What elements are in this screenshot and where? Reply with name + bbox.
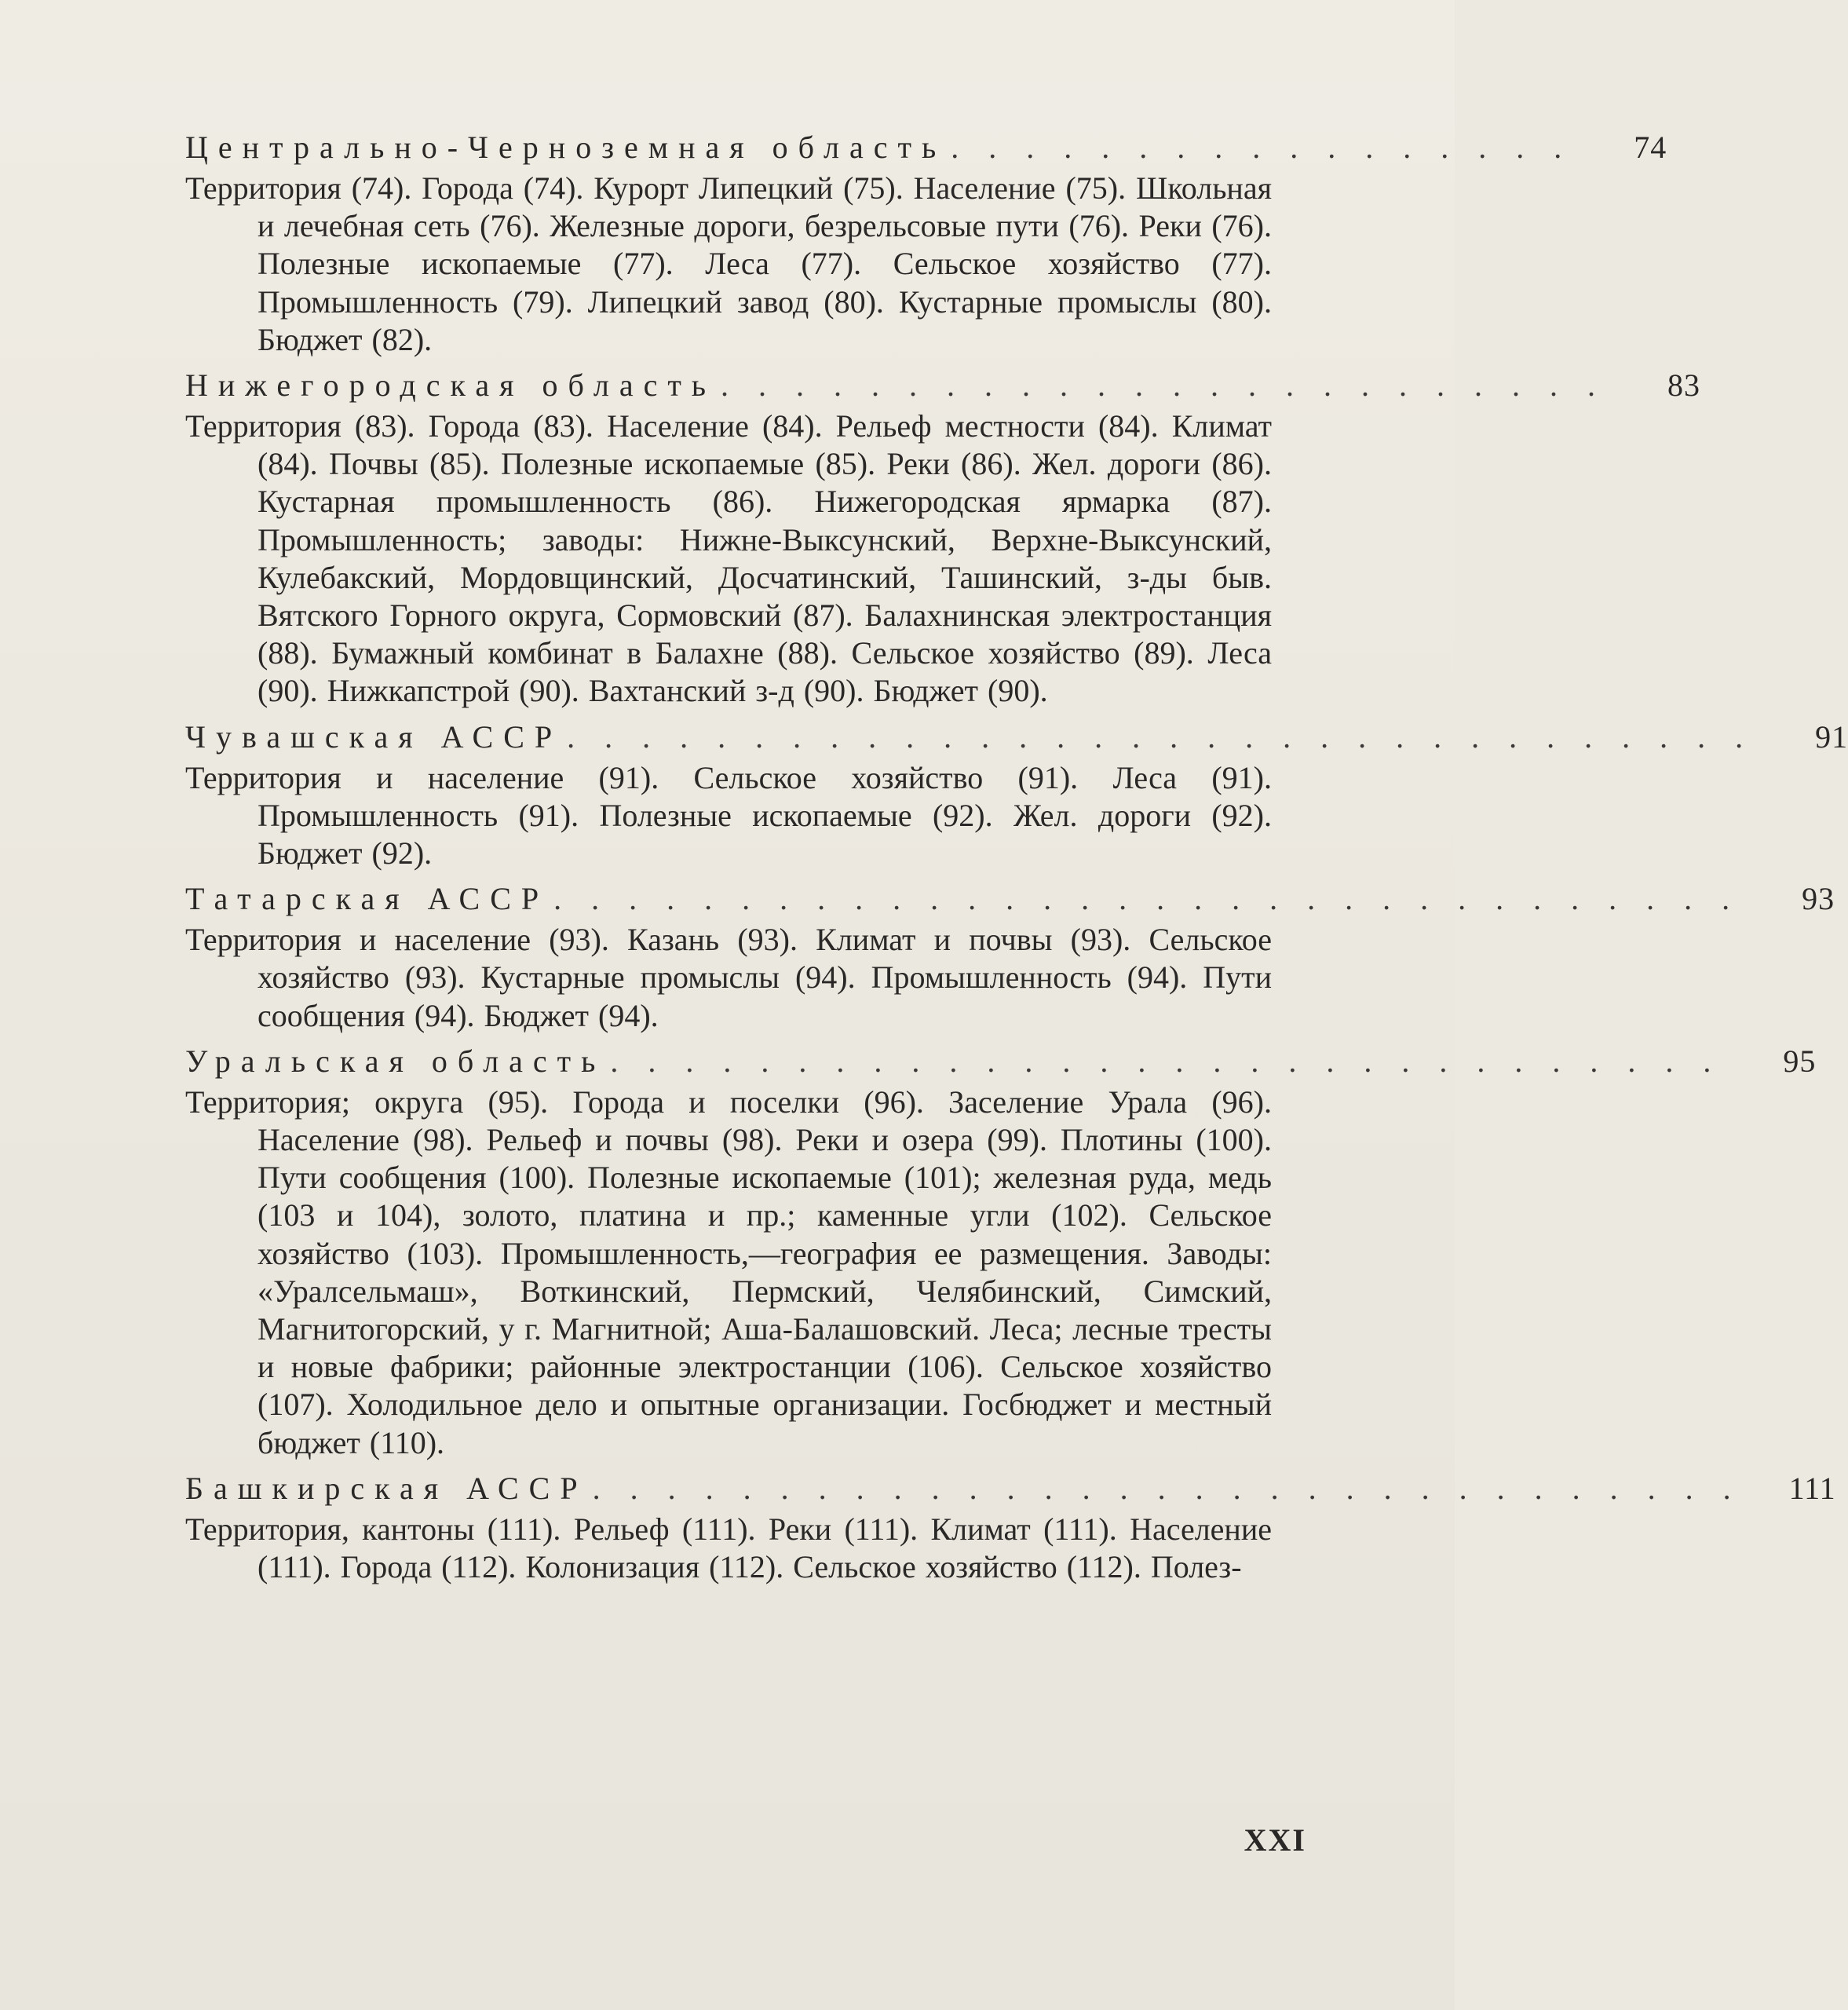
section-contents: Территория и население (93). Казань (93). Климат и почвы (93). Сельское хозяйство (93). Кустарные промыслы (94). Промышленность (94). Пути сообщения (94). Бюджет (94). bbox=[185, 922, 1272, 1033]
dot-leader: . . . . . . . . . . . . . . . . . . . . . . . . . . . . . . . bbox=[592, 1470, 1742, 1506]
section-title: Центрально-Черноземная область bbox=[185, 130, 947, 165]
toc-heading-chuvash bbox=[185, 715, 1848, 759]
table-of-contents bbox=[185, 126, 1848, 1591]
toc-heading-central-chernozem bbox=[185, 126, 1667, 170]
section-page-number: 91 bbox=[1815, 718, 1848, 755]
section-title: Нижегородская область bbox=[185, 367, 717, 404]
dot-leader: . . . . . . . . . . . . . . . . . . . . . . . . . . . . . . . . bbox=[553, 881, 1741, 917]
section-contents: Территория (74). Города (74). Курорт Липецкий (75). Население (75). Школьная и лечебная сеть (76). Железные дороги, безрельсовые пути (76). Реки (76). Полезные ископаемые (77). Леса (77). Сельское хозяйство (77). Промышленность (79). Липецкий завод (80). Кустарные промыслы (80). Бюджет (82). bbox=[185, 170, 1272, 357]
section-contents: Территория; округа (95). Города и поселки (96). Заселение Урала (96). Население (98). Рельеф и почвы (98). Реки и озера (99). Плотины (100). Пути сообщения (100). Полезные ископаемые (101); железная руда, медь (103 и 104), золото, платина и пр.; каменные угли (102). Сельское хозяйство (103). Промышленность,—география ее размещения. Заводы: «Уралсельмаш», Воткинский, Пермский, Челябинский, Симский, Магнитогорский, у г. Магнитной; Аша-Балашовский. Леса; лесные тресты и новые фабрики; районные электростанции (106). Сельское хозяйство (107). Холодильное дело и опытные организации. Госбюджет и местный бюджет (110). bbox=[185, 1084, 1272, 1460]
dot-leader: . . . . . . . . . . . . . . . . . . . . . . . . bbox=[721, 367, 1607, 404]
dot-leader: . . . . . . . . . . . . . . . . . . . . . . . . . . . . . . . . bbox=[567, 718, 1755, 755]
page-folio: XXI bbox=[1244, 1822, 1306, 1858]
section-contents: Территория и население (91). Сельское хозяйство (91). Леса (91). Промышленность (91). Полезные ископаемые (92). Жел. дороги (92). Бюджет (92). bbox=[185, 759, 1272, 872]
toc-heading-tatar bbox=[185, 877, 1835, 921]
dot-leader: . . . . . . . . . . . . . . . . . . . . . . . . . . . . . . bbox=[610, 1043, 1722, 1079]
section-page-number: 83 bbox=[1667, 367, 1701, 404]
toc-heading-bashkir bbox=[185, 1467, 1836, 1511]
section-title: Башкирская АССР bbox=[185, 1470, 588, 1506]
toc-heading-nizhny-novgorod bbox=[185, 364, 1701, 407]
section-title: Уральская область bbox=[185, 1043, 606, 1079]
section-title: Татарская АССР bbox=[185, 881, 550, 917]
section-contents: Территория, кантоны (111). Рельеф (111). Реки (111). Климат (111). Население (111). Города (112). Колонизация (112). Сельское хозяйство (112). Полез- bbox=[185, 1511, 1272, 1585]
toc-heading-ural bbox=[185, 1040, 1817, 1084]
section-page-number: 93 bbox=[1802, 881, 1835, 917]
section-page-number: 111 bbox=[1788, 1470, 1836, 1506]
section-page-number: 74 bbox=[1634, 130, 1667, 165]
section-title: Чувашская АССР bbox=[185, 718, 563, 755]
section-contents: Территория (83). Города (83). Население (84). Рельеф местности (84). Климат (84). Почвы (85). Полезные ископаемые (85). Реки (86). Жел. дороги (86). Кустарная промышленность (86). Нижегородская ярмарка (87). Промышленность; заводы: Нижне-Выксунский, Верхне-Выксунский, Кулебакский, Мордовщинский, Досчатинский, Ташинский, з-ды быв. Вятского Горного округа, Сормовский (87). Балахнинская электростанция (88). Бумажный комбинат в Балахне (88). Сельское хозяйство (89). Леса (90). Нижкапстрой (90). Вахтанский з-д (90). Бюджет (90). bbox=[185, 408, 1272, 709]
section-page-number: 95 bbox=[1783, 1043, 1817, 1079]
dot-leader: . . . . . . . . . . . . . . . . . bbox=[951, 130, 1573, 165]
